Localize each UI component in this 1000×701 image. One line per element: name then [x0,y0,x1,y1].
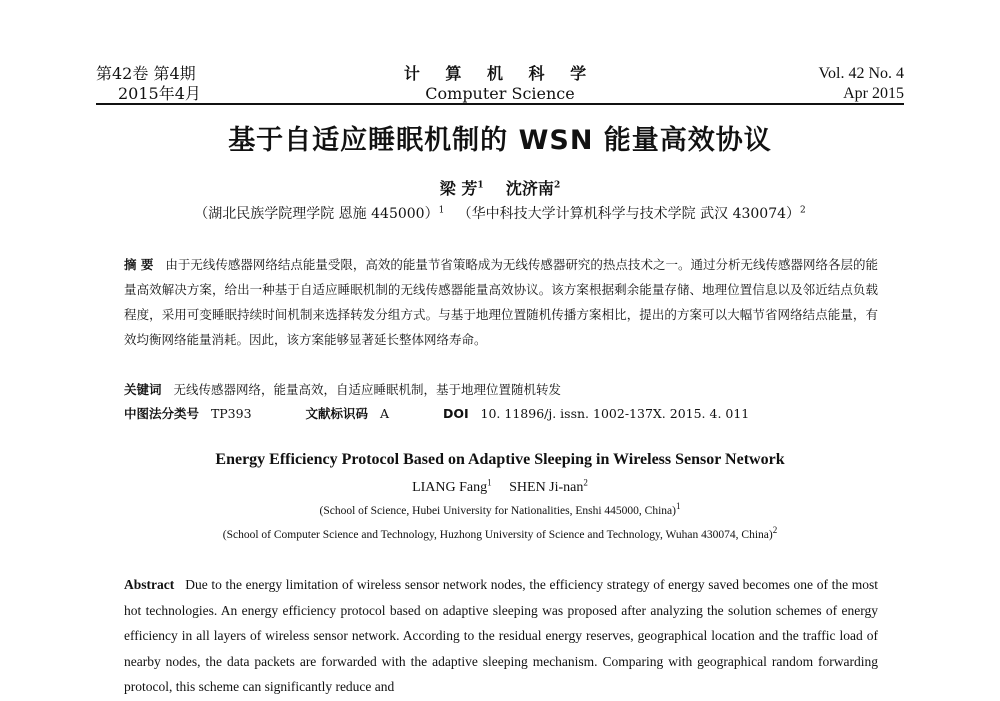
author-1-cn: 梁 芳 [439,179,478,198]
affiliation-2-en: (School of Computer Science and Technology, Huzhong University of Science and Technology, Wuhan 430074, China) [222,529,773,541]
affiliations-cn [0,203,1000,223]
author-1-en-sup: 1 [487,477,492,488]
doi-label: DOI [442,406,469,421]
author-2-en-sup: 2 [583,477,588,488]
author-1-en: LIANG Fang [412,480,488,495]
affiliation-1-en-sup: 1 [675,501,681,512]
paper-title-en: Energy Efficiency Protocol Based on Adaptive Sleeping in Wireless Sensor Network [215,451,785,468]
keywords-cn-label: 关键词 [124,382,162,397]
journal-name-en: Computer Science [425,84,575,103]
affiliation-2-en-line [0,525,1000,541]
abstract-cn-label: 摘 要 [124,257,154,272]
volume-issue-en: Vol. 42 No. 4 [818,65,904,82]
keywords-cn [124,377,878,402]
affiliation-1-en: (School of Science, Hubei University for Nationalities, Enshi 445000, China) [319,505,676,517]
authors-cn [0,176,1000,199]
volume-issue-cn: 第42卷 第4期 [96,64,196,83]
date-cn: 2015年4月 [118,84,201,103]
abstract-cn-text: 由于无线传感器网络结点能量受限，高效的能量节省策略成为无线传感器研究的热点技术之一。通过分析无线传感器网络各层的能量高效解决方案，给出一种基于自适应睡眠机制的无线传感器能量高效协议。该方案根据剩余能量存储、地理位置信息以及邻近结点负载程度，采用可变睡眠持续时间机制来选择转发分组方式。与基于地理位置随机传播方案相比，提出的方案可以大幅节省网络结点能量，有效均衡网络能量消耗。因此，该方案能够显著延长整体网络寿命。 [124,257,878,347]
abstract-en-label: Abstract [124,577,175,592]
author-2-en: SHEN Ji-nan [509,480,584,495]
affiliation-1-en-line [0,501,1000,517]
author-2-cn: 沈济南 [505,179,554,198]
doc-code-label: 文献标识码 [305,406,369,421]
header-rule [96,103,904,105]
clc-label: 中图法分类号 [124,406,200,421]
abstract-en [124,572,878,700]
author-1-sup: 1 [477,180,484,191]
abstract-en-text: Due to the energy limitation of wireless sensor network nodes, the efficiency strategy of energy saved becomes one of the most hot technologies. An energy efficiency protocol based on adaptive sleeping was proposed after analyzing the solution schemes of energy efficiency in all layers of wireless sensor network. According to the residual energy reserves, geographical location and the traffic load of nearby nodes, the data packets are forwarded with the adaptive sleeping mechanism. Comparing with geographical random forwarding protocol, this scheme can significantly reduce and [124,577,878,694]
affiliation-1-cn: （湖北民族学院理学院 恩施 445000） [194,206,439,222]
journal-issue-en [819,64,905,104]
clc-value: TP393 [210,406,252,421]
date-en: Apr 2015 [843,85,904,102]
author-2-sup: 2 [553,180,561,191]
keywords-cn-text: 无线传感器网络，能量高效，自适应睡眠机制，基于地理位置随机转发 [173,382,561,397]
affiliation-2-en-sup: 2 [772,525,778,536]
affiliation-1-sup: 1 [438,205,445,216]
affiliation-2-cn: （华中科技大学计算机科学与技术学院 武汉 430074） [457,206,801,222]
classification-line [124,401,878,426]
authors-en [0,477,1000,496]
journal-name-cn: 计 算 机 科 学 [403,64,597,83]
paper-title-cn: 基于自适应睡眠机制的 WSN 能量高效协议 [228,125,772,156]
abstract-cn [124,252,878,352]
affiliation-2-sup: 2 [800,205,806,216]
doc-code-value: A [379,406,389,421]
doi-value: 10. 11896/j. issn. 1002-137X. 2015. 4. 011 [480,406,750,421]
